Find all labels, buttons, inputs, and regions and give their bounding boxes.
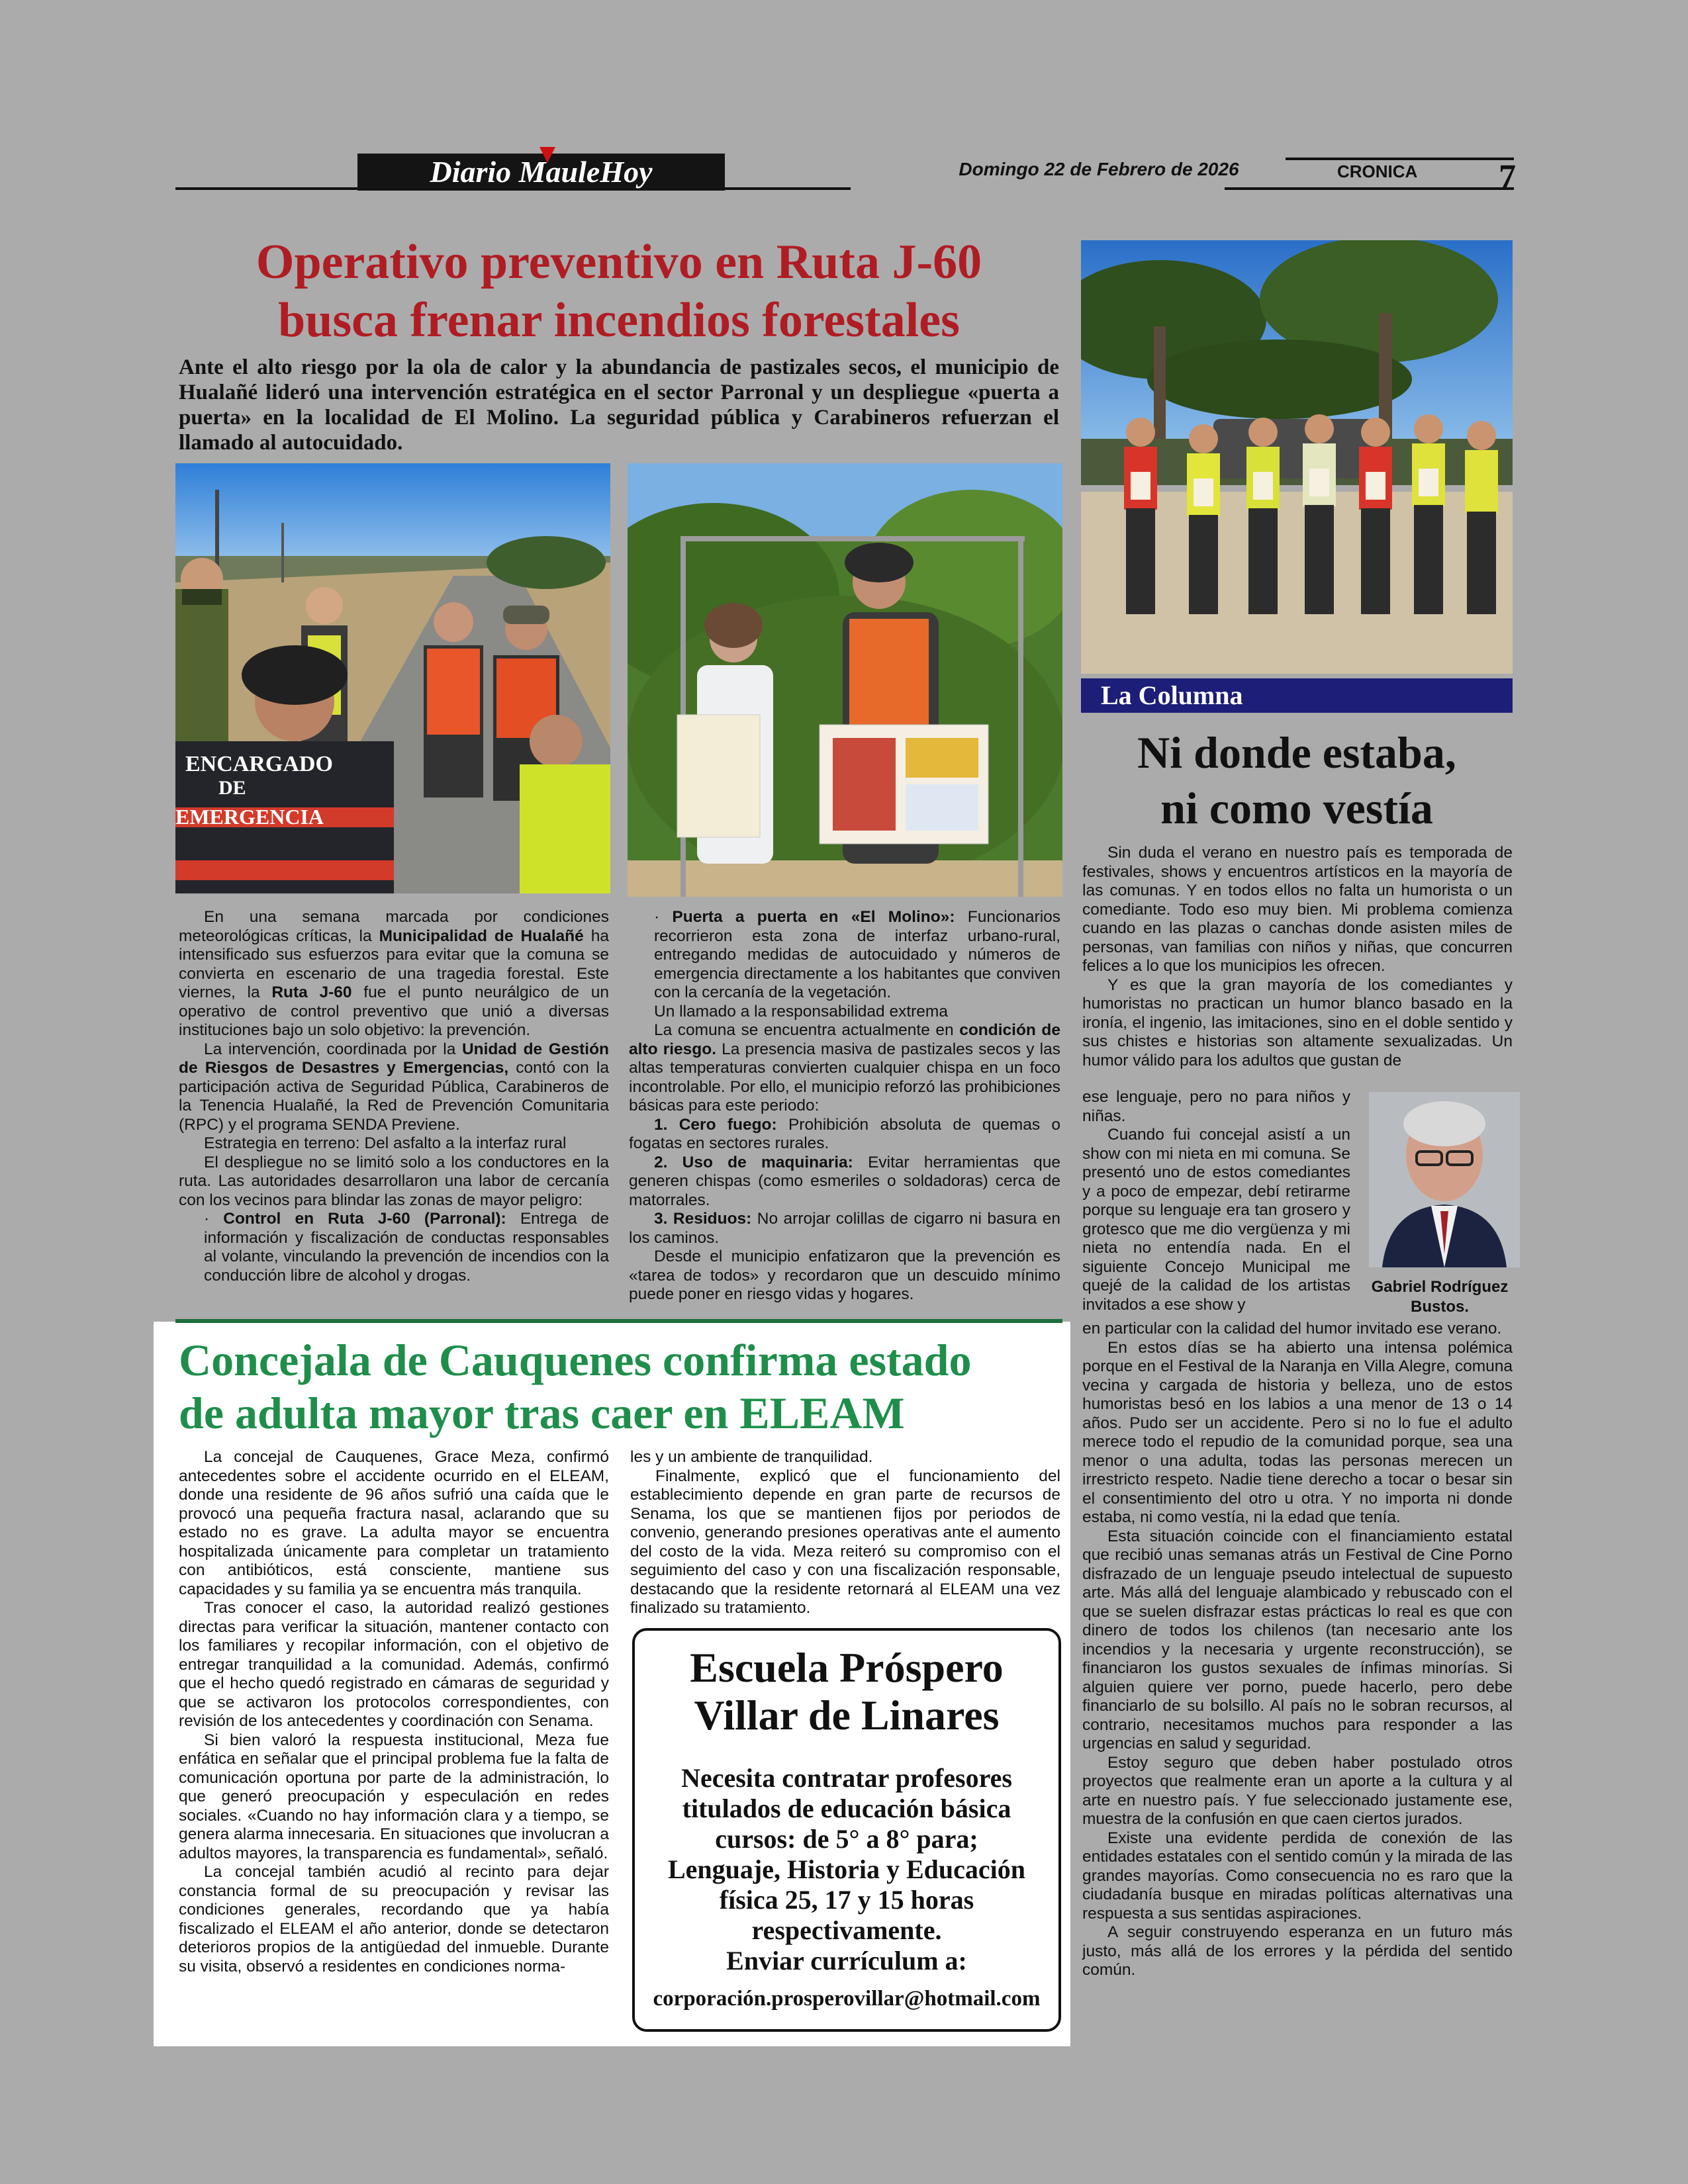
column-paragraph: Esta situación coincide con el financiamiento estatal que recibió unas semanas atrás un Festival de Cine Porno disfrazado de un lenguaje pseudo intelectual de supuesto arte. Más allá del lenguaje alambicado y rebuscado con el que se suelen disfrazar estas prácticas lo real es que con dinero de todos los chilenos (tan necesario ante los incendios y la necesaria y urgente reconstrucción), se financiaron los gustos sexuales de ínfimas minorías. Si alguien quiere ver porno, puede hacerlo, pero debe financiarlo de su bolsillo. Al país no le sobran recursos, al contrario, necesitamos muchos para responder a las urgencias en salud y seguridad. (1082, 1527, 1513, 1752)
author-name-line2: Bustos. (1410, 1298, 1469, 1316)
second-article-column-1 (179, 1448, 609, 1976)
main-article-paragraph (629, 1021, 1060, 1116)
column-section-bar: La Columna (1081, 678, 1513, 713)
main-headline-line1: Operativo preventivo en Ruta J-60 (256, 235, 982, 289)
ad-title-line1: Escuela Próspero (690, 1644, 1004, 1691)
ad-text-line: respectivamente. (751, 1915, 942, 1945)
text-run: Funcionarios recorrieron esta zona de interfaz urbano-rural, entregando medidas de autocuidado y números de emergencia directamente a los habitantes que conviven con la cercanía de la vegetación. (654, 908, 1061, 1001)
ad-text-line: Lenguaje, Historia y Educación (667, 1854, 1026, 1884)
text-run: La comuna se encuentra actualmente en (654, 1021, 960, 1039)
text-run: La presencia masiva de pastizales secos y las altas temperaturas convierten cualquier chispa en un foco incontrolable. Por ello, el municipio reforzó las prohibiciones básicas para este periodo: (629, 1040, 1060, 1115)
bullet-icon: · (654, 908, 673, 926)
header-rule-right (1225, 187, 1514, 190)
text-run-bold: condición de alto riesgo. (629, 1021, 1061, 1058)
main-article-paragraph (179, 1040, 609, 1135)
author-portrait (1369, 1092, 1520, 1267)
photo-door-to-door-illustration (628, 463, 1062, 897)
main-article-column-1 (179, 908, 609, 1285)
text-run-bold: Municipalidad de Hualañé (379, 927, 584, 945)
text-run-bold: Puerta a puerta en «El Molino»: (672, 908, 955, 926)
second-headline-line2: de adulta mayor tras caer en ELEAM (179, 1388, 905, 1438)
text-run: Prohibición absoluta de quemas o fogatas en sectores rurales. (629, 1115, 1060, 1152)
text-run: ha intensificado sus esfuerzos para evitar que la comuna se convierta en escenario de una tragedia forestal. Este viernes, la (179, 927, 610, 1001)
main-article-bullet (629, 908, 1060, 1003)
column-paragraph: En estos días se ha abierto una intensa polémica porque en el Festival de la Naranja en Villa Alegre, comuna vecina y cargada de historia y belleza, uno de estos humoristas besó en los labios a una menor de 13 o 14 años. Pudo ser un accidente. Pero si no lo fue el adulto merece todo el repudio de la comunidad porque, sea una menor o una adulta, todas las personas merecen un irrestricto respeto. Nadie tiene derecho a tocar o besar sin el consentimiento del otro u otra. Y no importa ni donde estaba, ni como vestía, ni la edad que tenía. (1082, 1338, 1513, 1526)
second-article-paragraph: Tras conocer el caso, la autoridad realizó gestiones directas para verificar la situación, mantener contacto con los familiares y recopilar información, con el objetivo de entregar tranquilidad a la comunidad. Además, confirmó que el hecho quedó registrado en cámaras de seguridad y que se activaron los protocolos correspondientes, con revisión de los antecedentes y coordinación con Senama. (179, 1599, 609, 1730)
column-paragraph: Estoy seguro que deben haber postulado otros proyectos que realmente eran un aporte a la cultura y al arte en nuestro país. Y fue seleccionado justamente ese, muestra de la confusión en que caen ciertos jurados. (1082, 1753, 1513, 1828)
column-paragraph: Cuando fui concejal asistí a un show con mi nieta en mi comuna. Se presentó uno de estos comediantes y a poco de empezar, debí retirarme porque su lenguaje era tan grosero y grotesco que me dio vergüenza y mi nieta no entendía nada. En el siguiente Concejo Municipal me quejé de la calidad de los artistas invitados a ese show y (1082, 1126, 1350, 1314)
text-run: Entrega de información y fiscalización de conductas responsables al volante, vinculando la prevención de incendios con la conducción libre de alcohol y drogas. (204, 1210, 609, 1285)
bullet-icon: · (204, 1210, 224, 1228)
main-headline-line2: busca frenar incendios forestales (278, 293, 960, 347)
ad-email: corporación.prosperovillar@hotmail.com (653, 1987, 1041, 2011)
second-article-headline (179, 1334, 1059, 1439)
issue-date: Domingo 22 de Febrero de 2026 (959, 159, 1239, 179)
text-run: La intervención, coordinada por la (204, 1040, 462, 1058)
text-run-bold: Unidad de Gestión de Riesgos de Desastres y Emergencias, (179, 1040, 609, 1077)
school-job-ad (632, 1628, 1061, 2032)
column-headline-line2: ni como vestía (1160, 783, 1433, 833)
vest-text-line2: DE (218, 777, 246, 799)
ad-title (635, 1644, 1058, 1739)
page-number: 7 (1499, 158, 1516, 196)
photo-road-checkpoint (175, 463, 610, 893)
masthead-title: Diario MauleHoy (430, 155, 653, 189)
main-article-paragraph: El despliegue no se limitó solo a los conductores en la ruta. Las autoridades desarrollaron una labor de cercanía con los vecinos para blindar las zonas de mayor peligro: (179, 1153, 609, 1209)
author-name-line1: Gabriel Rodríguez (1371, 1278, 1509, 1296)
main-headline (175, 233, 1062, 349)
column-paragraph: Existe una evidente perdida de conexión de las entidades estatales con el sentido común y la mirada de las grandes mayorías. Como consecuencia no es raro que la ciudadanía busque en miradas políticas alternativas una respuesta a sus sentidas aspiraciones. (1082, 1829, 1513, 1923)
ad-text-line: Necesita contratar profesores (681, 1763, 1012, 1793)
second-headline-line1: Concejala de Cauquenes confirma estado (179, 1335, 972, 1385)
main-article-column-2 (629, 908, 1060, 1304)
second-article-column-2 (630, 1448, 1060, 1618)
column-headline-line1: Ni donde estaba, (1137, 727, 1456, 778)
photo-door-to-door (628, 463, 1062, 897)
column-body-narrow (1082, 1088, 1350, 1314)
section-label: CRONICA (1337, 161, 1418, 181)
vest-text-line1: ENCARGADO (185, 752, 333, 776)
column-headline (1081, 725, 1513, 836)
text-run-bold: 1. Cero fuego: (654, 1115, 777, 1134)
text-run-bold: Control en Ruta J-60 (Parronal): (223, 1210, 506, 1228)
text-run: fue el punto neurálgico de un operativo de control preventivo que unió a diversas instituciones bajo un solo objetivo: la prevención. (179, 983, 609, 1039)
column-body-top (1082, 844, 1513, 1070)
ad-text (635, 1763, 1058, 1976)
column-paragraph: en particular con la calidad del humor invitado ese verano. (1082, 1320, 1502, 1338)
masthead-accent-icon (539, 147, 555, 163)
main-article-list-item (629, 1210, 1060, 1248)
text-run: contó con la participación activa de Seguridad Pública, Carabineros de la Tenencia Hualañé, la Red de Prevención Comunitaria (RPC) y el programa SENDA Previene. (179, 1059, 609, 1134)
ad-text-line: cursos: de 5° a 8° para; (715, 1824, 978, 1854)
text-run-bold: 3. Residuos: (654, 1210, 752, 1228)
second-article-paragraph: les y un ambiente de tranquilidad. (630, 1448, 873, 1466)
main-article-bullet (179, 1210, 609, 1285)
main-article-list-item (629, 1116, 1060, 1154)
main-article-paragraph (179, 908, 609, 1040)
author-caption (1360, 1277, 1519, 1317)
main-article-subhead: Un llamado a la responsabilidad extrema (654, 1002, 948, 1021)
ad-text-line: Enviar currículum a: (726, 1946, 967, 1976)
column-paragraph: ese lenguaje, pero no para niños y niñas. (1082, 1088, 1350, 1125)
photo-road-checkpoint-illustration (175, 463, 610, 893)
text-run: En una semana marcada por condiciones meteorológicas críticas, la (179, 908, 609, 945)
main-lead: Ante el alto riesgo por la ola de calor y la abundancia de pastizales secos, el municipio de Hualañé lideró una intervención estratégica en el sector Parronal y un despliegue «puerta a puerta» en la localidad de El Molino. La seguridad pública y Carabineros refuerzan el llamado al autocuidado. (179, 355, 1059, 455)
masthead (357, 154, 725, 191)
column-paragraph: Sin duda el verano en nuestro país es temporada de festivales, shows y encuentros artísticos en la mayoría de las comunas. Y en todos ellos no falta un humorista o un comediante. Todo eso muy bien. Mi problema comienza cuando en las plazas o canchas donde asisten miles de personas, van familias con niños y niñas, que concurren felices a lo que los municipios les ofrecen. (1082, 844, 1513, 975)
column-paragraph: A seguir construyendo esperanza en un futuro más justo, más allá de los errores y la pérdida del sentido común. (1082, 1923, 1513, 1979)
ad-title-line2: Villar de Linares (694, 1692, 1000, 1739)
text-run: No arrojar colillas de cigarro ni basura en los caminos. (629, 1210, 1060, 1247)
main-article-subhead: Estrategia en terreno: Del asfalto a la interfaz rural (204, 1134, 567, 1152)
second-article-paragraph: Finalmente, explicó que el funcionamiento del establecimiento depende en gran parte de recursos de Senama, los que se mantienen fijos por periodos de convenio, generando presiones operativas ante el aumento del costo de la vida. Meza reiteró su compromiso con el seguimiento del caso y con una fiscalización responsable, destacando que la residente retornará al ELEAM una vez finalizado su tratamiento. (630, 1467, 1060, 1617)
author-portrait-illustration (1369, 1092, 1520, 1267)
second-article-paragraph: La concejal de Cauquenes, Grace Meza, confirmó antecedentes sobre el accidente ocurrido en el ELEAM, donde una residente de 96 años sufrió una caída que le provocó una pequeña fractura nasal, aclarando que su estado no es grave. La adulta mayor se encuentra hospitalizada únicamente para completar un tratamiento con antibióticos, está consciente, mantiene sus capacidades y su familia ya se encuentra más tranquila. (179, 1448, 609, 1598)
column-body-bottom (1082, 1320, 1513, 1980)
vest-text-line3: EMERGENCIA (175, 805, 324, 829)
photo-team (1081, 240, 1513, 674)
second-article-rule (175, 1319, 1062, 1323)
text-run-bold: 2. Uso de maquinaria: (654, 1153, 853, 1171)
main-article-list-item (629, 1154, 1060, 1210)
main-article-paragraph: Desde el municipio enfatizaron que la prevención es «tarea de todos» y recordaron que un descuido mínimo puede poner en riesgo vidas y hogares. (629, 1248, 1060, 1303)
column-paragraph: Y es que la gran mayoría de los comediantes y humoristas no practican un humor blanco basado en la ironía, el ingenio, las imitaciones, sino en el doble sentido y sus chistes e historias son altamente sexualizadas. Un humor válido para los adultos que gustan de (1082, 976, 1513, 1069)
text-run: Evitar herramientas que generen chispas (como esmeriles o soldadoras) cerca de matorrales. (629, 1153, 1060, 1209)
text-run-bold: Ruta J-60 (271, 983, 352, 1001)
second-article-paragraph: La concejal también acudió al recinto para dejar constancia formal de su preocupación y revisar las condiciones generales, recordando que ya había fiscalizado el ELEAM el año anterior, donde se detectaron deterioros propios de la antigüedad del inmueble. Durante su visita, observó a residentes en condiciones norma- (179, 1863, 609, 1976)
photo-team-illustration (1081, 240, 1513, 674)
second-article-paragraph: Si bien valoró la respuesta institucional, Meza fue enfática en señalar que el principal problema fue la falta de comunicación oportuna por parte de la administración, lo que generó preocupación y especulación en redes sociales. «Cuando no hay información clara y a tiempo, se genera alarma innecesaria. En situaciones que involucran a adultos mayores, la transparencia es fundamental», señaló. (179, 1731, 609, 1862)
ad-text-line: física 25, 17 y 15 horas (719, 1885, 974, 1915)
ad-text-line: titulados de educación básica (682, 1794, 1011, 1823)
